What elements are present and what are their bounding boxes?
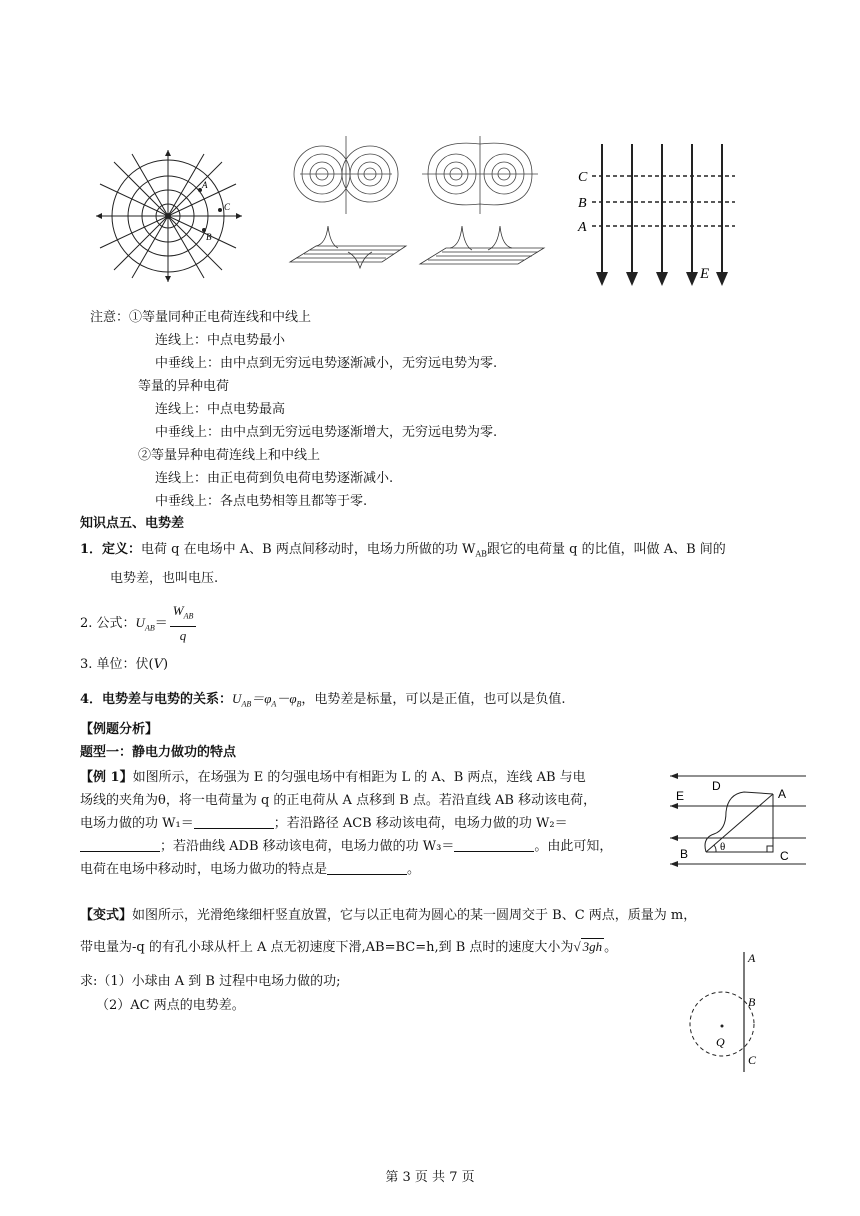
variant-rod-figure: [682, 948, 782, 1076]
example1-fig-c: C: [780, 849, 789, 863]
uniform-field-figure: [570, 140, 750, 290]
fig1-label-b: B: [206, 232, 212, 242]
formula-fraction: [170, 602, 197, 645]
definition-line-1: [80, 540, 726, 565]
formula-numerator: W: [172, 603, 184, 618]
relation-text: ，电势差是标量，可以是正值，也可以是负值.: [301, 692, 566, 707]
variant-line-1: [80, 906, 696, 926]
note-line-7: ②等量异种电荷连线上和中线上: [138, 448, 321, 463]
example1-text-1: 如图所示，在场强为 E 的匀强电场中有相距为 L 的 A、B 两点，连线 AB 与电: [132, 770, 586, 785]
relation-line: 4．电势差与电势的关系：$U_{AB}=\varphi_A-\varphi_B$，电势差是标量，可以是正值，也可以是负值.: [80, 691, 566, 709]
example1-fig-b: B: [680, 847, 689, 861]
unit-symbol: V: [153, 657, 163, 672]
fig1-label-c: C: [224, 202, 231, 212]
answer-blank-feature[interactable]: [327, 860, 407, 875]
note-line-6: 中垂线上：由中点到无穷远电势逐渐增大，无穷远电势为零.: [155, 425, 498, 440]
variant-fig-q: Q: [716, 1035, 725, 1049]
variant-question-2: （2）AC 两点的电势差。: [96, 998, 245, 1013]
point-charge-field-figure: [92, 148, 252, 288]
variant-fig-c: C: [748, 1053, 757, 1067]
variant-question-1: 求:（1）小球由 A 到 B 过程中电场力做的功;: [80, 974, 341, 989]
unit-label: 3. 单位：伏(: [80, 657, 154, 672]
example1-fig-a: A: [778, 787, 787, 801]
example1-fig-e: E: [676, 789, 685, 803]
note-line-9: 中垂线上：各点电势相等且都等于零.: [155, 494, 368, 509]
formula-line: 2. 公式：$U_{AB}=$ $\frac{W_{AB}}{q}$: [80, 602, 196, 647]
variant-tag: 【变式】: [80, 908, 133, 923]
opposite-charges-figure: [286, 134, 411, 274]
type-one-title: 题型一：静电力做功的特点: [80, 745, 237, 760]
formula-denominator: q: [179, 627, 187, 643]
answer-blank-w3[interactable]: [454, 837, 534, 852]
example1-line-5: [80, 860, 420, 880]
fig4-label-e: E: [700, 266, 710, 282]
definition-text-2: 跟它的电荷量 q 的比值，叫做 A、B 间的: [487, 542, 726, 557]
note-line-3: 中垂线上：由中点到无穷远电势逐渐减小，无穷远电势为零.: [155, 356, 498, 371]
example1-line-1: [80, 768, 586, 788]
example1-fig-d: D: [712, 779, 721, 793]
variant-text-2: 带电量为-q 的有孔小球从杆上 A 点无初速度下滑,AB=BC=h,到 B 点时的速度大小为: [80, 940, 574, 955]
relation-label: 4．电势差与电势的关系：: [80, 692, 233, 707]
page-footer: 第 3 页 共 7 页: [385, 1170, 475, 1185]
example1-w2: ；若沿路径 ACB 移动该电荷，电场力做的功 W₂＝: [273, 816, 568, 831]
section-title: 知识点五、电势差: [80, 516, 185, 531]
note-line-2: 连线上：中点电势最小: [155, 333, 286, 348]
fig4-label-b: B: [578, 196, 587, 211]
fig4-label-a: A: [578, 220, 587, 235]
definition-label: 1．定义：: [80, 542, 142, 557]
example1-line-4: [80, 837, 612, 857]
note-line-5: 连线上：中点电势最高: [155, 402, 286, 417]
definition-text: 电荷 q 在电场中 A、B 两点间移动时，电场力所做的功 W: [141, 542, 476, 557]
note-line-8: 连线上：由正电荷到负电荷电势逐渐减小.: [155, 471, 394, 486]
variant-fig-b: B: [748, 995, 756, 1009]
answer-blank-w1[interactable]: [194, 814, 274, 829]
example1-w1: 电场力做的功 W₁＝: [80, 816, 194, 831]
variant-line-2: 带电量为-q 的有孔小球从杆上 A 点无初速度下滑,AB=BC=h,到 B 点时的速度大小为√ 3gh 。: [80, 939, 618, 955]
note-line-4: 等量的异种电荷: [138, 379, 230, 394]
examples-header: 【例题分析】: [80, 722, 159, 737]
example1-line-3: [80, 814, 568, 834]
example1-text-5b: 。: [407, 862, 421, 877]
formula-lhs-sub: AB: [144, 623, 155, 633]
unit-line: [80, 655, 168, 675]
example1-field-figure: [668, 768, 808, 868]
answer-blank-w2[interactable]: [80, 837, 160, 852]
example1-tag: 【例 1】: [80, 770, 133, 785]
formula-lhs: U: [135, 614, 145, 630]
example1-line-2: 场线的夹角为θ，将一电荷量为 q 的正电荷从 A 点移到 B 点。若沿直线 AB 移动该电荷，: [80, 793, 597, 808]
definition-line-2: 电势差，也叫电压.: [110, 571, 219, 586]
example1-text-5: 电荷在电场中移动时，电场力做功的特点是: [80, 862, 328, 877]
variant-text-2b: 。: [604, 940, 618, 955]
formula-label: 2. 公式：: [80, 615, 136, 631]
example1-fig-theta: θ: [720, 841, 726, 853]
like-charges-figure: [416, 134, 548, 274]
fig1-label-a: A: [202, 180, 208, 190]
variant-fig-a: A: [748, 951, 756, 965]
fig4-label-c: C: [578, 170, 588, 185]
example1-text-4b: 。由此可知，: [534, 839, 613, 854]
variant-sqrt: 3gh: [582, 939, 603, 954]
definition-sub: AB: [475, 549, 487, 559]
example1-w3: ；若沿曲线 ADB 移动该电荷，电场力做的功 W₃＝: [160, 839, 455, 854]
variant-text-1: 如图所示，光滑绝缘细杆竖直放置，它与以正电荷为圆心的某一圆周交于 B、C 两点，质量为 m，: [132, 908, 697, 923]
unit-close: ): [163, 657, 169, 672]
note-line-1: 注意：①等量同种正电荷连线和中线上: [90, 310, 312, 325]
formula-numerator-sub: AB: [183, 611, 194, 621]
